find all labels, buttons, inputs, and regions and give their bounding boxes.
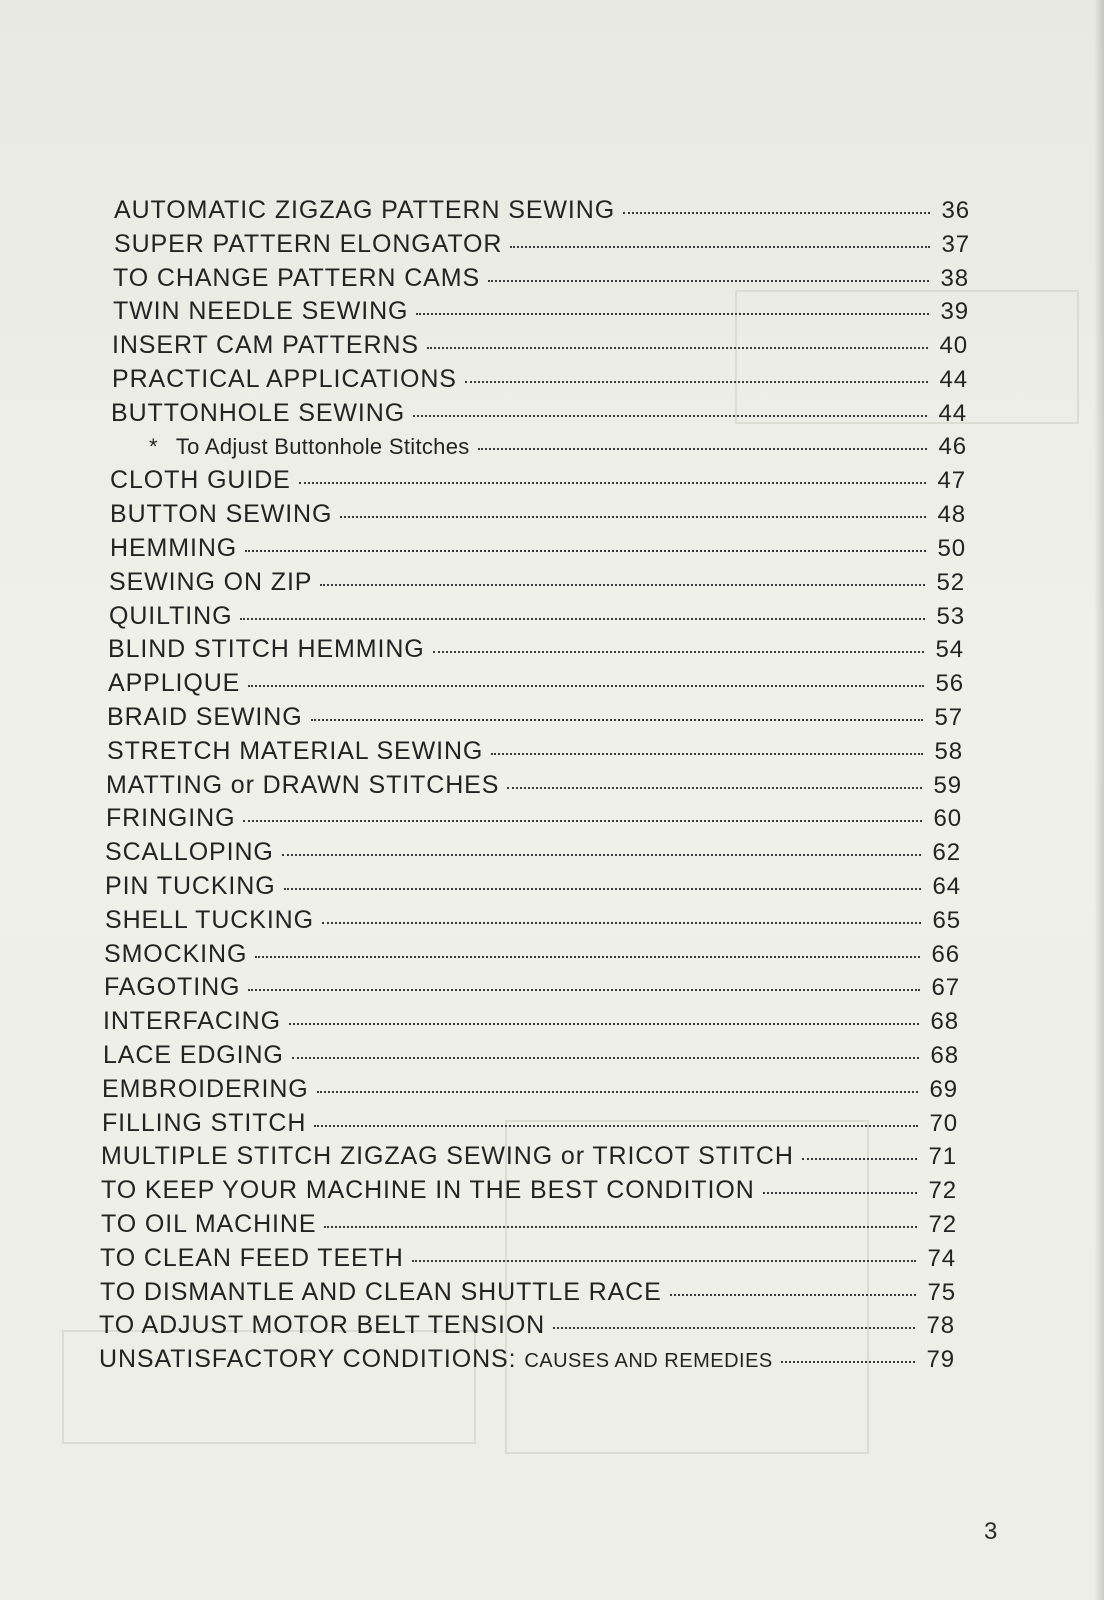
toc-entry-title — [112, 331, 419, 360]
toc-entry-title — [99, 1311, 545, 1340]
dot-leader — [255, 956, 920, 958]
toc-entry-text: SHELL TUCKING — [105, 905, 314, 934]
toc-entry-page: 54 — [935, 636, 964, 664]
toc-entry — [100, 1278, 956, 1312]
toc-entry-text: SMOCKING — [104, 939, 248, 968]
toc-entry-subtitle: CAUSES AND REMEDIES — [524, 1350, 773, 1373]
toc-entry-text: TO DISMANTLE AND CLEAN SHUTTLE RACE — [100, 1277, 662, 1306]
toc-entry — [103, 1041, 959, 1075]
toc-entry — [104, 940, 960, 974]
toc-entry-title — [104, 973, 240, 1002]
dot-leader — [670, 1294, 916, 1296]
toc-entry-page: 72 — [928, 1210, 957, 1238]
table-of-contents — [99, 196, 970, 1379]
toc-entry-text: MATTING or DRAWN STITCHES — [106, 770, 500, 799]
toc-entry — [105, 838, 961, 872]
toc-entry-title — [102, 1075, 309, 1104]
toc-entry-page: 58 — [934, 737, 963, 765]
toc-entry — [101, 1210, 957, 1244]
toc-entry-title — [105, 906, 314, 935]
toc-entry — [111, 399, 967, 433]
toc-entry-page: 72 — [928, 1177, 957, 1205]
toc-entry-title — [101, 1210, 316, 1239]
toc-entry-page: 62 — [932, 839, 961, 867]
dot-leader — [324, 1226, 917, 1228]
toc-entry-title — [107, 703, 303, 732]
dot-leader — [243, 820, 922, 822]
toc-entry-text: BRAID SEWING — [107, 702, 303, 731]
toc-entry-title — [107, 737, 483, 766]
page-number: 3 — [984, 1518, 998, 1545]
dot-leader — [320, 584, 925, 586]
toc-entry — [100, 1244, 956, 1278]
toc-entry — [114, 196, 970, 230]
toc-entry-title — [99, 1345, 773, 1374]
toc-entry-title — [108, 635, 425, 664]
toc-entry-text: PIN TUCKING — [105, 871, 276, 900]
dot-leader — [322, 922, 921, 924]
toc-entry-text: INSERT CAM PATTERNS — [112, 331, 419, 360]
toc-entry-text: TO CLEAN FEED TEETH — [100, 1243, 404, 1272]
toc-entry-title — [109, 602, 232, 631]
toc-entry-title — [103, 1041, 284, 1070]
toc-entry-page: 66 — [931, 940, 960, 968]
dot-leader — [299, 482, 926, 484]
toc-entry — [107, 703, 963, 737]
toc-entry-title — [113, 297, 408, 326]
dot-leader — [465, 381, 928, 383]
dot-leader — [623, 212, 930, 214]
toc-entry — [113, 297, 969, 331]
dot-leader — [413, 415, 927, 417]
toc-entry-page: 59 — [933, 771, 962, 799]
toc-entry-text: TO CHANGE PATTERN CAMS — [113, 263, 481, 292]
toc-entry-title — [109, 568, 312, 597]
toc-entry-page: 78 — [926, 1312, 955, 1340]
toc-entry — [103, 1007, 959, 1041]
toc-entry-page: 67 — [931, 974, 960, 1002]
dot-leader — [553, 1327, 915, 1329]
toc-entry-page: 68 — [930, 1008, 959, 1036]
toc-entry-text: FAGOTING — [104, 973, 241, 1002]
toc-entry-text: STRETCH MATERIAL SEWING — [107, 736, 484, 765]
toc-entry — [110, 534, 966, 568]
dot-leader — [412, 1260, 916, 1262]
toc-entry-page: 46 — [938, 432, 967, 460]
toc-entry-page: 69 — [929, 1075, 958, 1103]
toc-entry-title — [113, 264, 480, 293]
toc-entry-text: EMBROIDERING — [102, 1074, 309, 1103]
toc-entry — [106, 771, 962, 805]
toc-entry-text: SCALLOPING — [105, 838, 274, 867]
toc-entry — [110, 466, 966, 500]
toc-entry-title — [112, 365, 457, 394]
toc-entry-title — [106, 804, 235, 833]
toc-entry-title — [105, 872, 276, 901]
toc-entry-text: TWIN NEEDLE SEWING — [113, 297, 409, 326]
toc-entry-title — [105, 838, 274, 867]
toc-entry-title — [106, 771, 499, 800]
toc-entry-text: BLIND STITCH HEMMING — [108, 635, 425, 664]
toc-entry-title — [114, 196, 615, 225]
toc-entry-title — [104, 940, 247, 969]
dot-leader — [248, 685, 924, 687]
toc-entry-text: FRINGING — [106, 804, 236, 833]
toc-entry-page: 79 — [926, 1346, 955, 1374]
toc-entry-text: PRACTICAL APPLICATIONS — [112, 364, 457, 393]
toc-entry — [114, 230, 970, 264]
toc-entry — [106, 804, 962, 838]
toc-entry-page: 60 — [933, 805, 962, 833]
toc-entry-text: BUTTONHOLE SEWING — [111, 398, 406, 427]
toc-entry-text: SUPER PATTERN ELONGATOR — [114, 229, 503, 258]
toc-entry-page: 37 — [941, 230, 970, 258]
toc-entry-title — [101, 1142, 794, 1171]
toc-entry-text: INTERFACING — [103, 1007, 281, 1036]
toc-entry — [112, 331, 968, 365]
toc-entry-text: TO ADJUST MOTOR BELT TENSION — [99, 1311, 546, 1340]
toc-entry-title — [102, 1109, 306, 1138]
dot-leader — [245, 550, 926, 552]
toc-entry-text: TO KEEP YOUR MACHINE IN THE BEST CONDITION — [101, 1176, 755, 1205]
toc-entry — [109, 602, 965, 636]
toc-entry-page: 57 — [934, 703, 963, 731]
toc-entry-text: LACE EDGING — [103, 1040, 284, 1069]
toc-entry — [101, 1142, 957, 1176]
dot-leader — [488, 280, 929, 282]
dot-leader — [510, 246, 930, 248]
toc-entry-page: 50 — [937, 534, 966, 562]
dot-leader — [507, 787, 922, 789]
toc-entry-page: 56 — [935, 670, 964, 698]
dot-leader — [292, 1057, 919, 1059]
toc-entry — [109, 568, 965, 602]
toc-entry-title — [108, 669, 240, 698]
toc-entry-page: 44 — [939, 365, 968, 393]
toc-entry-text: FILLING STITCH — [102, 1108, 307, 1137]
toc-entry-text: TO OIL MACHINE — [101, 1209, 317, 1238]
page-edge-shadow — [1094, 0, 1104, 1600]
dot-leader — [763, 1192, 917, 1194]
toc-entry-page: 74 — [927, 1244, 956, 1272]
toc-entry-text: CLOTH GUIDE — [110, 466, 291, 495]
toc-entry — [108, 635, 964, 669]
toc-entry-text: QUILTING — [109, 601, 233, 630]
dot-leader — [416, 313, 929, 315]
toc-entry-title — [110, 534, 237, 563]
dot-leader — [248, 989, 920, 991]
toc-entry — [99, 1345, 955, 1379]
toc-entry-title — [114, 230, 502, 259]
toc-entry-page: 64 — [932, 872, 961, 900]
toc-entry-page: 38 — [940, 264, 969, 292]
toc-entry-page: 71 — [928, 1143, 957, 1171]
toc-entry — [110, 500, 966, 534]
dot-leader — [240, 618, 925, 620]
dot-leader — [781, 1361, 915, 1363]
toc-entry — [108, 669, 964, 703]
toc-entry-text: MULTIPLE STITCH ZIGZAG SEWING or TRICOT STITCH — [101, 1142, 794, 1171]
toc-entry-title — [101, 1176, 755, 1205]
toc-entry — [102, 1109, 958, 1143]
toc-entry-page: 48 — [937, 501, 966, 529]
toc-entry-page: 70 — [929, 1109, 958, 1137]
toc-entry — [105, 872, 961, 906]
toc-entry-title — [110, 466, 291, 495]
toc-entry — [101, 1176, 957, 1210]
dot-leader — [802, 1158, 917, 1160]
toc-entry — [99, 1311, 955, 1345]
toc-entry-page: 39 — [940, 298, 969, 326]
toc-entry-page: 68 — [930, 1041, 959, 1069]
toc-entry-text: BUTTON SEWING — [110, 500, 333, 529]
toc-entry-text: HEMMING — [110, 533, 238, 562]
dot-leader — [311, 719, 923, 721]
toc-entry-title — [111, 399, 405, 428]
toc-entry-page: 40 — [939, 332, 968, 360]
toc-entry — [105, 906, 961, 940]
toc-entry-page: 44 — [938, 399, 967, 427]
toc-entry — [107, 737, 963, 771]
toc-entry — [112, 365, 968, 399]
toc-entry — [102, 1075, 958, 1109]
dot-leader — [289, 1023, 919, 1025]
toc-entry — [113, 264, 969, 298]
toc-entry-page: 47 — [937, 467, 966, 495]
dot-leader — [282, 854, 921, 856]
toc-entry-title — [100, 1244, 404, 1273]
toc-entry-text: SEWING ON ZIP — [109, 567, 313, 596]
toc-entry-page: 53 — [936, 602, 965, 630]
toc-entry-title — [110, 500, 332, 529]
dot-leader — [317, 1091, 918, 1093]
dot-leader — [427, 347, 928, 349]
toc-entry-page: 65 — [932, 906, 961, 934]
toc-entry-text: AUTOMATIC ZIGZAG PATTERN SEWING — [114, 196, 616, 224]
bullet-asterisk: * — [149, 433, 158, 459]
toc-entry-title — [100, 1278, 662, 1307]
dot-leader — [433, 651, 924, 653]
dot-leader — [284, 888, 921, 890]
toc-entry-text: To Adjust Buttonhole Stitches — [175, 433, 470, 459]
toc-entry-title — [111, 434, 470, 460]
toc-entry — [104, 973, 960, 1007]
toc-entry-text: UNSATISFACTORY CONDITIONS: — [99, 1345, 517, 1374]
toc-entry-text: APPLIQUE — [108, 669, 241, 698]
toc-entry-page: 75 — [927, 1278, 956, 1306]
dot-leader — [478, 448, 927, 450]
dot-leader — [340, 516, 926, 518]
toc-entry-page: 36 — [941, 197, 970, 224]
toc-entry-page: 52 — [936, 568, 965, 596]
toc-entry — [111, 433, 967, 467]
dot-leader — [491, 753, 923, 755]
dot-leader — [314, 1125, 918, 1127]
toc-entry-title — [103, 1007, 281, 1036]
